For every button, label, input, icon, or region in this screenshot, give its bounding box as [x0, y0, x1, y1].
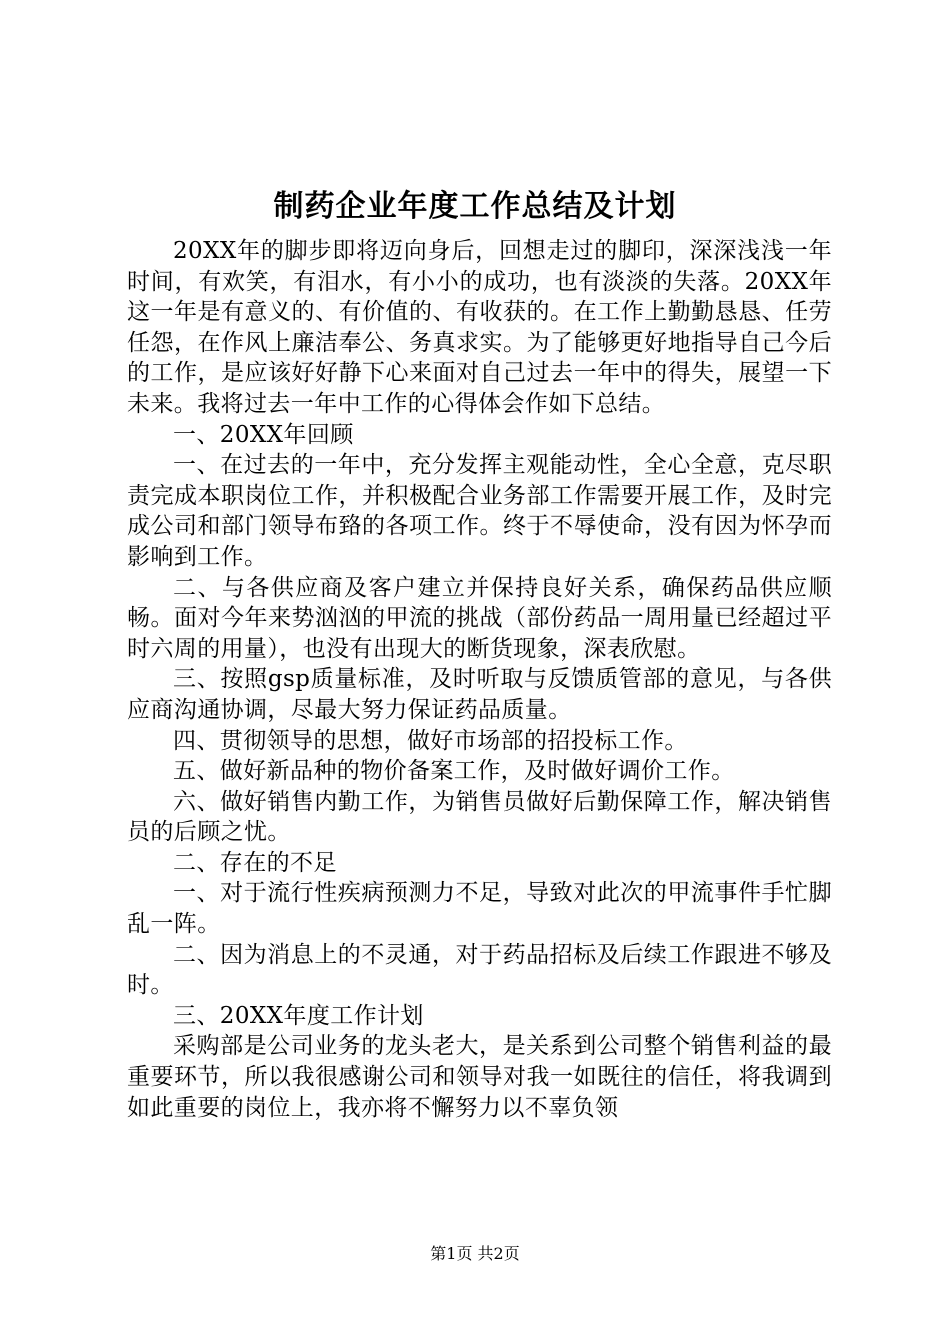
page-number-footer: 第1页 共2页: [430, 1244, 520, 1263]
document-body: [127, 236, 832, 1123]
paragraph-review-6: 六、做好销售内勤工作，为销售员做好后勤保障工作，解决销售员的后顾之忧。: [127, 788, 832, 846]
paragraph-review-2: 二、与各供应商及客户建立并保持良好关系，确保药品供应顺畅。面对今年来势汹汹的甲流的挑战（部份药品一周用量已经超过平时六周的用量），也没有出现大的断货现象，深表欣慰。: [127, 574, 832, 662]
section-heading-plan: 三、20XX年度工作计划: [173, 1002, 424, 1029]
paragraph-shortcoming-1: 一、对于流行性疾病预测力不足，导致对此次的甲流事件手忙脚乱一阵。: [127, 880, 832, 938]
paragraph-intro: 20XX年的脚步即将迈向身后，回想走过的脚印，深深浅浅一年时间，有欢笑，有泪水，有小小的成功，也有淡淡的失落。20XX年这一年是有意义的、有价值的、有收获的。在工作上勤勤恳恳、任劳任怨，在作风上廉洁奉公、务真求实。为了能够更好地指导自己今后的工作，是应该好好静下心来面对自己过去一年中的得失，展望一下未来。我将过去一年中工作的心得体会作如下总结。: [127, 238, 832, 417]
paragraph-review-4: 四、贯彻领导的思想，做好市场部的招投标工作。: [173, 727, 688, 754]
paragraph-review-5: 五、做好新品种的物价备案工作，及时做好调价工作。: [173, 758, 735, 785]
paragraph-plan-1: 采购部是公司业务的龙头老大，是关系到公司整个销售利益的最重要环节，所以我很感谢公司和领导对我一如既往的信任，将我调到如此重要的岗位上，我亦将不懈努力以不辜负领: [127, 1033, 832, 1121]
section-heading-shortcomings: 二、存在的不足: [173, 849, 337, 876]
document-title: 制药企业年度工作总结及计划: [273, 189, 677, 224]
paragraph-shortcoming-2: 二、因为消息上的不灵通，对于药品招标及后续工作跟进不够及时。: [127, 941, 832, 999]
paragraph-review-1: 一、在过去的一年中，充分发挥主观能动性，全心全意，克尽职责完成本职岗位工作，并积极配合业务部工作需要开展工作，及时完成公司和部门领导布臵的各项工作。终于不辱使命，没有因为怀孕而影响到工作。: [127, 452, 832, 570]
paragraph-review-3: 三、按照gsp质量标准，及时听取与反馈质管部的意见，与各供应商沟通协调，尽最大努力保证药品质量。: [127, 666, 832, 723]
section-heading-review: 一、20XX年回顾: [173, 421, 354, 448]
